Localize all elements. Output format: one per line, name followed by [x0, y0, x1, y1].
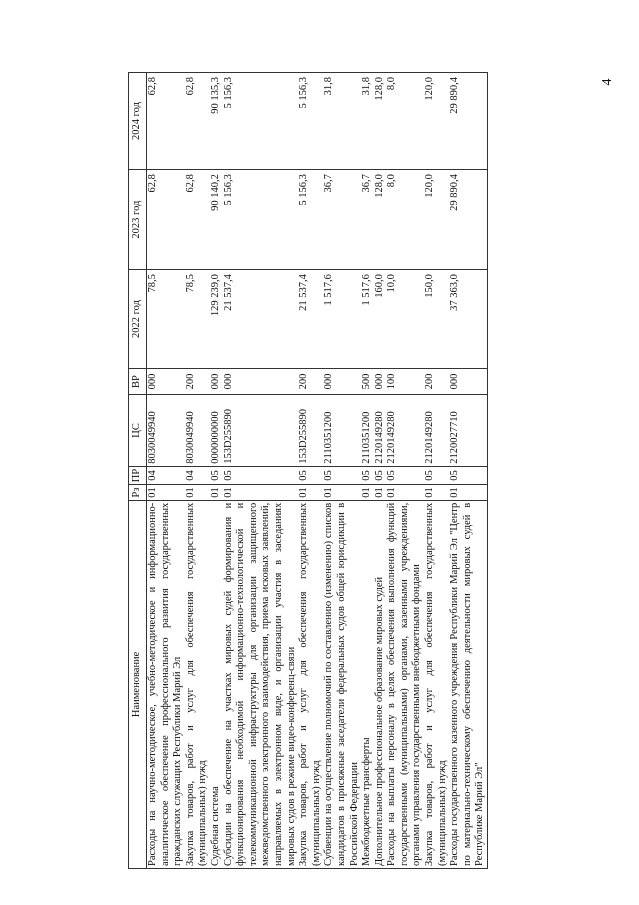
row-2023: 62,8	[147, 170, 185, 270]
row-name: Закупка товаров, работ и услуг для обеспечения государственных (муниципальных) нужд	[185, 500, 210, 868]
table-row	[424, 73, 449, 869]
row-rz: 01	[147, 485, 185, 501]
row-rz: 01	[386, 485, 424, 501]
table-row	[210, 73, 223, 869]
row-name: Расходы на научно-методическое, учебно-методическое и информационно-аналитическое обеспечение профессионального развития государственных гражданских служащих Республики Марий Эл	[147, 500, 185, 868]
row-vr: 000	[210, 369, 223, 395]
row-name: Судебная система	[210, 500, 223, 868]
row-rz: 01	[210, 485, 223, 501]
row-pr: 05	[449, 466, 487, 484]
row-name: Закупка товаров, работ и услуг для обеспечения государственных (муниципальных) нужд	[424, 500, 449, 868]
row-cs: 2120149280	[386, 394, 424, 466]
row-pr: 05	[323, 466, 361, 484]
row-2023: 5 156,3	[298, 170, 323, 270]
header-2024: 2024 год	[129, 73, 147, 170]
row-vr: 200	[298, 369, 323, 395]
row-pr: 05	[424, 466, 449, 484]
row-cs: 8030049940	[147, 394, 185, 466]
table-row	[147, 73, 185, 869]
row-rz: 01	[424, 485, 449, 501]
row-2023: 120,0	[424, 170, 449, 270]
table-row	[298, 73, 323, 869]
row-cs: 153D255890	[298, 394, 323, 466]
row-pr: 04	[147, 466, 185, 484]
row-cs: 2120149280	[374, 394, 387, 466]
row-name: Дополнительное профессиональное образование мировых судей	[374, 500, 387, 868]
row-2023: 128,0	[374, 170, 387, 270]
header-name: Наименование	[129, 500, 147, 868]
row-cs: 153D255890	[223, 394, 299, 466]
row-cs: 2110351200	[361, 394, 374, 466]
row-2023: 8,0	[386, 170, 424, 270]
row-vr: 500	[361, 369, 374, 395]
row-name: Межбюджетные трансферты	[361, 500, 374, 868]
row-2024: 31,8	[361, 73, 374, 170]
row-pr: 05	[223, 466, 299, 484]
row-rz: 01	[298, 485, 323, 501]
row-2024: 5 156,3	[223, 73, 299, 170]
row-pr: 05	[374, 466, 387, 484]
table-row	[386, 73, 424, 869]
row-cs: 2120027710	[449, 394, 487, 466]
page-number: 4	[600, 78, 615, 86]
row-vr: 000	[449, 369, 487, 395]
row-2022: 1 517,6	[361, 270, 374, 369]
row-name: Субсидии на обеспечение на участках мировых судей формирования и функционирования необходимой информационно-технологической и телекоммуникационной инфраструктуры для организации защищенного межведомственного электронного взаимодействия, приема исковых заявлений, направляемых в электронном виде, и организации участия в заседаниях мировых судов в режиме видео-конференц-связи	[223, 500, 299, 868]
row-2022: 160,0	[374, 270, 387, 369]
row-rz: 01	[374, 485, 387, 501]
row-cs: 8030049940	[185, 394, 210, 466]
row-vr: 200	[185, 369, 210, 395]
row-rz: 01	[223, 485, 299, 501]
header-vr: ВР	[129, 369, 147, 395]
row-2023: 36,7	[323, 170, 361, 270]
row-2022: 78,5	[147, 270, 185, 369]
row-pr: 04	[185, 466, 210, 484]
row-rz: 01	[361, 485, 374, 501]
row-pr: 05	[386, 466, 424, 484]
row-vr: 100	[386, 369, 424, 395]
row-2024: 5 156,3	[298, 73, 323, 170]
row-2024: 29 890,4	[449, 73, 487, 170]
row-vr: 000	[147, 369, 185, 395]
table-row	[185, 73, 210, 869]
table-row	[449, 73, 487, 869]
table-row	[361, 73, 374, 869]
row-name: Расходы государственного казенного учреждения Республики Марий Эл "Центр по материально-техническому обеспечению деятельности мировых судей в Республике Марий Эл"	[449, 500, 487, 868]
row-2023: 5 156,3	[223, 170, 299, 270]
table-header-row	[129, 73, 147, 869]
table-row	[223, 73, 299, 869]
row-vr: 000	[323, 369, 361, 395]
row-vr: 000	[374, 369, 387, 395]
row-rz: 01	[323, 485, 361, 501]
row-2024: 62,8	[185, 73, 210, 170]
row-pr: 05	[361, 466, 374, 484]
row-2023: 90 140,2	[210, 170, 223, 270]
row-2022: 1 517,6	[323, 270, 361, 369]
row-2022: 150,0	[424, 270, 449, 369]
header-rz: Рз	[129, 485, 147, 501]
row-pr: 05	[298, 466, 323, 484]
row-cs: 0000000000	[210, 394, 223, 466]
row-rz: 01	[185, 485, 210, 501]
row-2022: 78,5	[185, 270, 210, 369]
row-name: Расходы на выплаты персоналу в целях обеспечения выполнения функций государственными (муниципальными) органами, казенными учреждениями, органами управления государственными внебюджетными фондами	[386, 500, 424, 868]
row-2022: 10,0	[386, 270, 424, 369]
table-row	[323, 73, 361, 869]
row-2023: 62,8	[185, 170, 210, 270]
header-pr: ПР	[129, 466, 147, 484]
row-pr: 05	[210, 466, 223, 484]
rotated-page-content	[128, 72, 588, 869]
row-name: Субвенции на осуществление полномочий по составлению (изменению) списков кандидатов в присяжные заседатели федеральных судов общей юрисдикции в Российской Федерации	[323, 500, 361, 868]
row-name: Закупка товаров, работ и услуг для обеспечения государственных (муниципальных) нужд	[298, 500, 323, 868]
row-2024: 8,0	[386, 73, 424, 170]
row-2024: 128,0	[374, 73, 387, 170]
row-rz: 01	[449, 485, 487, 501]
row-2022: 21 537,4	[223, 270, 299, 369]
row-2024: 90 135,3	[210, 73, 223, 170]
row-cs: 2120149280	[424, 394, 449, 466]
row-2023: 36,7	[361, 170, 374, 270]
row-2022: 37 363,0	[449, 270, 487, 369]
budget-table	[128, 72, 488, 869]
row-2024: 31,8	[323, 73, 361, 170]
row-2022: 129 239,0	[210, 270, 223, 369]
row-2022: 21 537,4	[298, 270, 323, 369]
row-2023: 29 890,4	[449, 170, 487, 270]
header-2022: 2022 год	[129, 270, 147, 369]
row-vr: 200	[424, 369, 449, 395]
row-cs: 2110351200	[323, 394, 361, 466]
header-2023: 2023 год	[129, 170, 147, 270]
header-cs: ЦС	[129, 394, 147, 466]
row-2024: 62,8	[147, 73, 185, 170]
table-row	[374, 73, 387, 869]
row-2024: 120,0	[424, 73, 449, 170]
row-vr: 000	[223, 369, 299, 395]
